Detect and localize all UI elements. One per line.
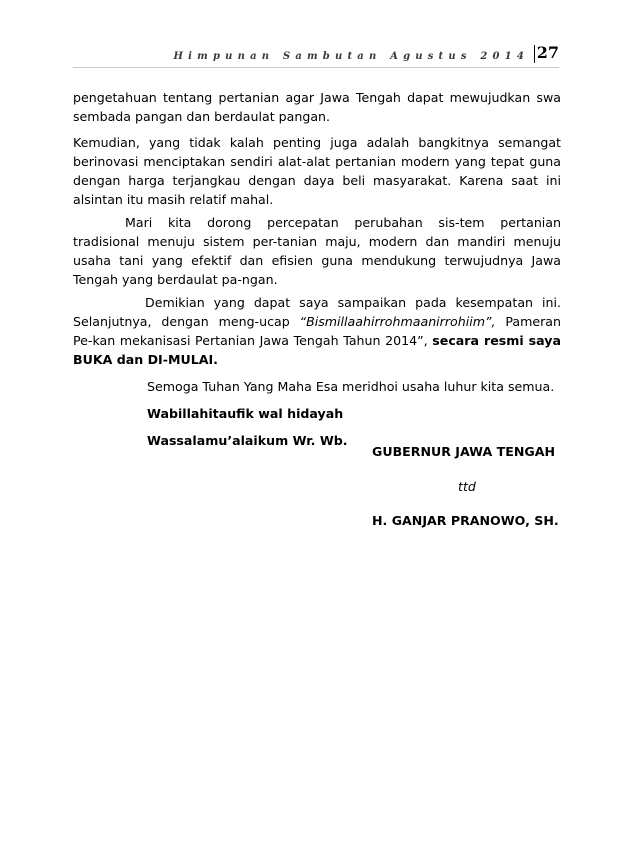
signature-name: H. GANJAR PRANOWO, SH. (372, 513, 559, 528)
paragraph-1: pengetahuan tentang pertanian agar Jawa Tengah dapat mewujudkan swa sembada pangan dan berdaulat pangan. (73, 90, 561, 124)
document-body (73, 88, 561, 450)
page-header (73, 43, 559, 68)
page-number: 27 (536, 43, 559, 62)
header-title: Himpunan Sambutan Agustus 2014 (173, 51, 529, 62)
paragraph-4-text-b: Pameran Pe-kan mekanisasi Pertanian Jawa Tengah Tahun 2014”, (73, 314, 561, 348)
closing-line-1: Wabillahitaufik wal hidayah (147, 406, 344, 421)
paragraph-3: Mari kita dorong percepatan perubahan sis-tem pertanian tradisional menuju sistem per-tanian maju, modern dan mandiri menuju usaha tani yang efektif dan efisien guna mendukung terwujudnya Jawa Tengah yang berdaulat pa-ngan. (73, 215, 561, 287)
signature-ttd: ttd (458, 479, 476, 494)
paragraph-2: Kemudian, yang tidak kalah penting juga adalah bangkitnya semangat berinovasi menciptakan sendiri alat-alat pertanian modern yang tepat guna dengan harga terjangkau dengan daya beli masyarakat. Karena saat ini alsintan itu masih relatif mahal. (73, 135, 561, 207)
paragraph-4-declaration: secara resmi saya BUKA dan DI-MULAI. (73, 333, 561, 367)
signature-title: GUBERNUR JAWA TENGAH (372, 444, 555, 459)
paragraph-4-basmalah: “Bismillaahirrohmaanirrohiim”, (299, 314, 496, 329)
prayer-line: Semoga Tuhan Yang Maha Esa meridhoi usaha luhur kita semua. (147, 379, 555, 394)
header-separator (534, 45, 535, 63)
paragraph-4-text-a: Demikian yang dapat saya sampaikan pada kesempatan ini. Selanjutnya, dengan meng-ucap (73, 295, 561, 329)
closing-line-2: Wassalamu’alaikum Wr. Wb. (147, 433, 348, 448)
paragraph-4 (73, 293, 561, 369)
